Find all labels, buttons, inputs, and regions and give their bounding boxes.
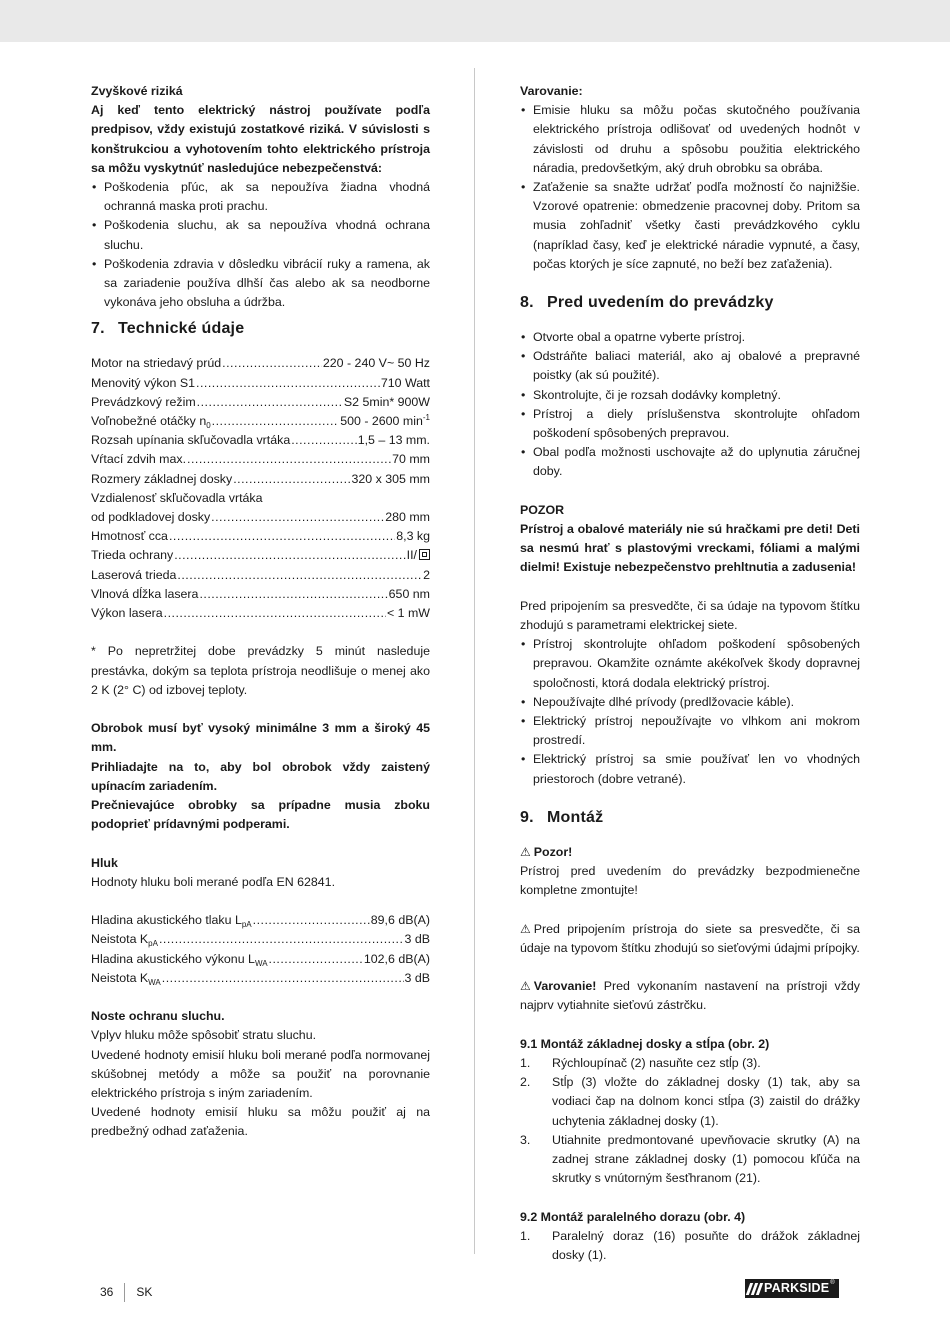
column-divider	[474, 68, 475, 1254]
caution-text: Prístroj a obalové materiály nie sú hračkami pre deti! Deti sa nesmú hrať s plastovými vreckami, fóliami a malými dielmi! Existuje nebezpečenstvo prehltnutia a zadusenia!	[520, 522, 860, 575]
list-item: • Poškodenia pľúc, ak sa nepoužíva žiadna vhodná ochranná maska proti prachu.	[91, 178, 430, 216]
warning-triangle-icon: ⚠	[520, 921, 531, 936]
list-item: 1. Paralelný doraz (16) posuňte do drážok základnej dosky (1).	[520, 1228, 860, 1263]
section-number: 9.	[520, 808, 534, 826]
workpiece-note-2: Prihliadajte na to, aby bol obrobok vždy zaistený upínacím zariadením.	[91, 759, 430, 793]
subsection-9-1-steps	[520, 1054, 860, 1188]
list-item: • Emisie hluku sa môžu počas skutočného používania elektrického prístroja odlišovať od uvedených hodnôt v závislosti od druhu a spôsobu použitia elektrického náradia, predovšetkým, aký druh obrobku sa obrába.	[520, 101, 860, 178]
spec-row-stroke: Vŕtací zdvih max. ..... 70 mm	[91, 450, 430, 469]
spec-row-wavelength: Vlnová dĺžka lasera ..... 650 nm	[91, 585, 430, 604]
subsection-9-2-steps	[520, 1227, 860, 1265]
spec-row-distance: od podkladovej dosky ..... 280 mm	[91, 508, 430, 527]
list-item: • Skontrolujte, či je rozsah dodávky kompletný.	[520, 386, 860, 405]
page-number: 36	[100, 1283, 125, 1302]
spec-row-protection: Trieda ochrany ..... II/	[91, 546, 430, 565]
risks-list	[91, 178, 430, 312]
spec-footnote: * Po nepretržitej dobe prevádzky 5 minút nasleduje prestávka, dokým sa teplota prístroja neodlišuje o menej ako 2 K (2° C) od izbovej teploty.	[91, 644, 430, 697]
noise-row-uncertainty-1: Neistota $K_{pA}$ ..... 3 dB	[91, 930, 430, 949]
spec-row-weight: Hmotnosť cca ..... 8,3 kg	[91, 527, 430, 546]
noise-row-uncertainty-2: Neistota $K_{WA}$ ..... 3 dB	[91, 969, 430, 988]
hearing-p1: Vplyv hluku môže spôsobiť stratu sluchu.	[91, 1028, 317, 1043]
page-footer	[100, 1283, 152, 1302]
mains-check-list	[520, 635, 860, 789]
parkside-logo	[745, 1279, 839, 1298]
workpiece-note-3: Prečnievajúce obrobky sa prípadne musia zboku podoprieť prídavnými podperami.	[91, 798, 430, 832]
subsection-9-1-title: 9.1 Montáž základnej dosky a stĺpa (obr. 2)	[520, 1036, 770, 1051]
hearing-p3: Uvedené hodnoty emisií hluku sa môžu použiť aj na predbežný odhad zaťaženia.	[91, 1105, 430, 1139]
right-column	[520, 82, 860, 1265]
section-title: Pred uvedením do prevádzky	[547, 294, 774, 312]
logo-text: PARKSIDE	[764, 1281, 830, 1295]
caution-title: POZOR	[520, 502, 565, 517]
logo-registered-mark: ®	[830, 1280, 835, 1286]
noise-table	[91, 911, 430, 988]
top-band	[0, 0, 950, 42]
noise-row-pressure: Hladina akustického tlaku $L_{pA}$ ..... 89,6 dB(A)	[91, 911, 430, 930]
workpiece-note-1: Obrobok musí byť vysoký minimálne 3 mm a široký 45 mm.	[91, 721, 430, 755]
list-item: • Prístroj skontrolujte ohľadom poškodení spôsobených prepravou. Okamžite oznámte akékoľvek škody dopravnej spoločnosti, ktorá dodala elektrický prístroj.	[520, 635, 860, 693]
unplug-warning: ⚠ Varovanie! Pred vykonaním nastavení na prístroji vždy najprv vytiahnite sieťovú zástrčku.	[520, 979, 860, 1013]
risks-intro: Aj keď tento elektrický nástroj používate podľa predpisov, vždy existujú zostatkové riziká. V súvislosti s konštrukciou a vyhotovením tohto elektrického prístroja sa môžu vyskytnúť nasledujúce nebezpečenstvá:	[91, 103, 430, 175]
section-7-heading	[91, 318, 430, 340]
left-column	[91, 82, 430, 1142]
section-number: 7.	[91, 320, 105, 338]
section-title: Montáž	[547, 808, 604, 826]
attention-text: Prístroj pred uvedením do prevádzky bezpodmienečne kompletne zmontujte!	[520, 864, 860, 898]
logo-stripes-icon	[748, 1279, 761, 1298]
list-item: • Elektrický prístroj sa smie používať len vo vhodných priestoroch (dobre vetrané).	[520, 750, 860, 788]
mains-note: ⚠ Pred pripojením prístroja do siete sa presvedčte, či sa údaje na typovom štítku zhodujú so sieťovými údajmi prípojky.	[520, 921, 860, 955]
spec-row-power: Menovitý výkon S1 ..... 710 Watt	[91, 374, 430, 393]
spec-row-chuck: Rozsah upínania skľučovadla vrtáka ..... 1,5 – 13 mm.	[91, 431, 430, 450]
risks-title: Zvyškové riziká	[91, 84, 183, 98]
list-item: • Poškodenia zdravia v dôsledku vibrácií ruky a ramena, ak sa zariadenie používa dlhší čas alebo ak sa neodborne vykonáva jeho obsluha a údržba.	[91, 255, 430, 313]
warning-triangle-icon: ⚠	[520, 844, 531, 859]
spec-row-idle-speed: Voľnobežné otáčky $n_0$ ..... 500 - 2600 $\min^{-1}$	[91, 412, 430, 431]
section-title: Technické údaje	[118, 320, 245, 338]
section-number: 8.	[520, 294, 534, 312]
attention-title: ⚠ Pozor!	[520, 843, 860, 862]
hearing-title: Noste ochranu sluchu.	[91, 1009, 225, 1024]
list-item: 2. Stĺp (3) vložte do základnej dosky (1) tak, aby sa vodiaci čap na dolnom konci stĺpa (3) zaistil do drážky uchytenia základnej dosky (1).	[520, 1075, 860, 1128]
list-item: 1. Rýchloupínač (2) nasuňte cez stĺp (3).	[520, 1056, 761, 1071]
noise-title: Hluk	[91, 855, 118, 870]
list-item: • Otvorte obal a opatrne vyberte prístroj.	[520, 328, 860, 347]
section-8-heading	[520, 292, 860, 314]
list-item: • Prístroj a diely príslušenstva skontrolujte ohľadom poškodení spôsobených prepravou.	[520, 405, 860, 443]
warning-title: Varovanie:	[520, 84, 583, 98]
warning-list	[520, 101, 860, 274]
spec-row-mode: Prevádzkový režim ..... S2 5min* 900W	[91, 393, 430, 412]
mains-check-intro: Pred pripojením sa presvedčte, či sa údaje na typovom štítku zhodujú s parametrami elektrickej siete.	[520, 598, 860, 633]
protection-class-icon	[419, 549, 430, 560]
list-item: 3. Utiahnite predmontované upevňovacie skrutky (A) na zadnej strane základnej dosky (1) pomocou kľúča na skrutky s vnútorným šesťhranom (21).	[520, 1132, 860, 1186]
unpack-list	[520, 328, 860, 482]
spec-row-motor: Motor na striedavý prúd ..... 220 - 240 V~ 50 Hz	[91, 354, 430, 373]
spec-row-laser-power: Výkon lasera ..... < 1 mW	[91, 604, 430, 623]
hearing-p2: Uvedené hodnoty emisií hluku boli merané podľa normovanej skúšobnej metódy a môže sa použiť na porovnanie elektrického prístroja s iným zariadením.	[91, 1047, 430, 1101]
subsection-9-2-title: 9.2 Montáž paralelného dorazu (obr. 4)	[520, 1209, 746, 1224]
warning-triangle-icon: ⚠	[520, 979, 531, 994]
list-item: • Zaťaženie sa snažte udržať podľa možností čo najnižšie. Vzorové opatrenie: obmedzenie pracovnej doby. Pritom sa musia zohľadniť všetky časti prevádzkového cyklu (napríklad časy, keď je elektrické náradie vypnuté, a časy, počas ktorých je síce zapnuté, no beží bez zaťaženia).	[520, 178, 860, 274]
spec-row-distance-line1: Vzdialenosť skľučovadla vrtáka	[91, 490, 263, 505]
noise-intro: Hodnoty hluku boli merané podľa EN 62841.	[91, 874, 336, 889]
list-item: • Obal podľa možnosti uschovajte až do uplynutia záručnej doby.	[520, 443, 860, 481]
noise-row-power: Hladina akustického výkonu $L_{WA}$ ..... 102,6 dB(A)	[91, 950, 430, 969]
list-item: • Odstráňte baliaci materiál, ako aj obalové a prepravné poistky (ak sú použité).	[520, 347, 860, 385]
section-9-heading	[520, 807, 860, 829]
spec-table	[91, 354, 430, 623]
spec-row-base: Rozmery základnej dosky ..... 320 x 305 mm	[91, 470, 430, 489]
spec-row-laser-class: Laserová trieda ..... 2	[91, 566, 430, 585]
language-code: SK	[136, 1285, 153, 1299]
list-item: • Elektrický prístroj nepoužívajte vo vlhkom ani mokrom prostredí.	[520, 712, 860, 750]
list-item: • Nepoužívajte dlhé prívody (predlžovacie káble).	[520, 693, 860, 712]
list-item: • Poškodenia sluchu, ak sa nepoužíva vhodná ochrana sluchu.	[91, 216, 430, 254]
